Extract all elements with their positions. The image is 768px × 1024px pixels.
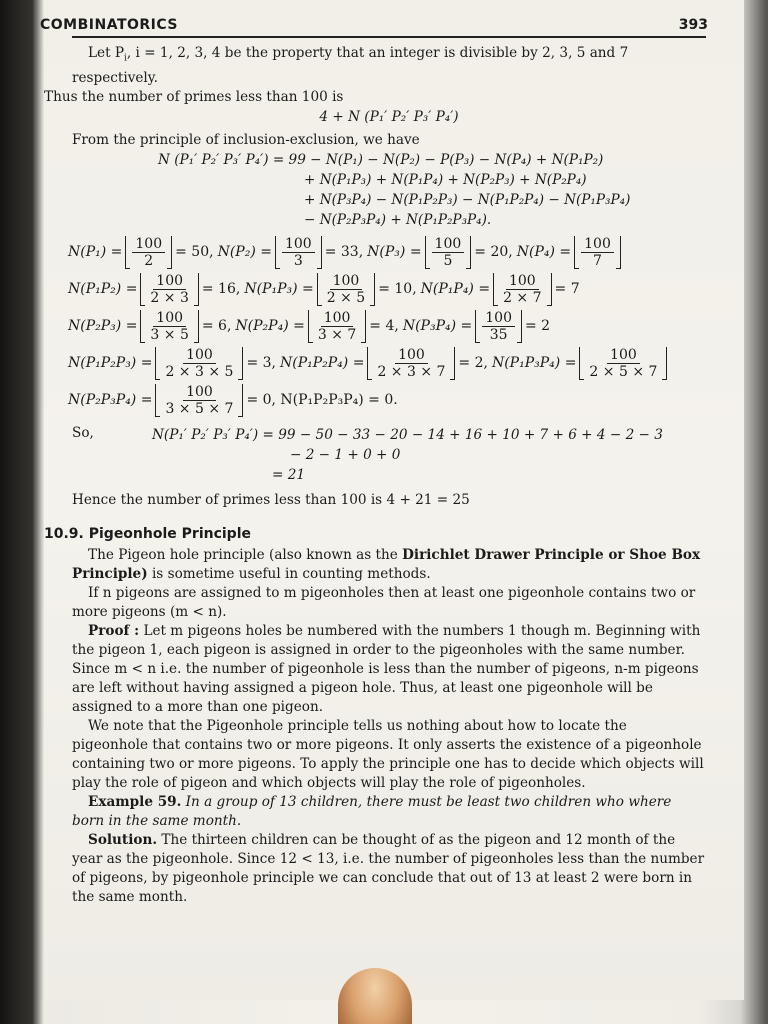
- floor-result: = 50,: [175, 244, 214, 261]
- numerator: 100: [506, 273, 539, 290]
- floor-result: = 33,: [324, 244, 364, 261]
- denominator: 3: [293, 252, 303, 269]
- fraction: [581, 236, 614, 269]
- expansion-line: + N(P₃P₄) − N(P₁P₂P₃) − N(P₁P₂P₄) − N(P₁P₃P₄): [304, 191, 631, 208]
- floor-lhs: N(P₁P₂) =: [68, 281, 138, 298]
- paragraph: The Pigeon hole principle (also known as the Dirichlet Drawer Principle or Shoe Box Principle) is sometime useful in counting methods.: [72, 546, 701, 582]
- fraction: [162, 347, 236, 380]
- floor-lhs: N(P₂) =: [217, 244, 272, 261]
- floor-lhs: N(P₁P₃) =: [244, 281, 314, 298]
- solution-paragraph: Solution. The thirteen children can be thought of as the pigeon and 12 month of the year as the pigeonhole. Since 12 < 13, i.e. the number of pigeonholes less than the number of pigeons, by pigeonhole principle we can conclude that out of 13 at least 2 were born in the same month.: [72, 831, 705, 905]
- floor-lhs: N(P₁) =: [68, 244, 123, 261]
- denominator: 2 × 5: [326, 289, 366, 306]
- expansion-line: N (P₁′ P₂′ P₃′ P₄′) = 99 − N(P₁) − N(P₂) − P(P₃) − N(P₄) + N(P₁P₂): [158, 151, 604, 168]
- floor-result: = 7: [554, 281, 580, 298]
- floor-result: = 2,: [458, 355, 488, 372]
- numerator: 100: [321, 310, 354, 327]
- denominator: 3 × 5: [150, 326, 189, 343]
- denominator: 35: [489, 326, 508, 343]
- fraction: [586, 347, 660, 380]
- conclusion: Hence the number of primes less than 100 is 4 + 21 = 25: [72, 491, 470, 508]
- floor-result: = 2: [525, 318, 551, 335]
- floor-bracket: [155, 347, 243, 380]
- floor-bracket: [425, 236, 472, 269]
- floor-lhs: N(P₁P₄) =: [420, 281, 491, 298]
- floor-bracket: [475, 310, 522, 343]
- denominator: 2 × 3: [150, 289, 189, 306]
- floor-bracket: [317, 273, 375, 306]
- intro-line-2: Thus the number of primes less than 100 is: [44, 88, 344, 105]
- floor-bracket: [155, 384, 243, 417]
- floor-lhs: N(P₂P₄) =: [235, 318, 305, 335]
- fraction: [374, 347, 448, 380]
- floor-result: = 3,: [246, 355, 276, 372]
- numerator: 100: [153, 310, 186, 327]
- chapter-title: COMBINATORICS: [40, 17, 179, 33]
- fraction: [432, 236, 465, 269]
- floor-result: = 16,: [201, 281, 241, 298]
- floor-bracket: [125, 236, 172, 269]
- floor-lhs: N(P₃P₄) =: [402, 318, 473, 335]
- fraction: [147, 273, 191, 306]
- paragraph: If n pigeons are assigned to m pigeonholes then at least one pigeonhole contains two or more pigeons (m < n).: [72, 584, 696, 620]
- denominator: 2 × 3 × 7: [377, 363, 446, 380]
- floor-lhs: N(P₁P₂P₃) =: [68, 355, 153, 372]
- denominator: 3 × 5 × 7: [165, 400, 234, 417]
- so-label: So,: [72, 424, 94, 441]
- prime-count-expression: 4 + N (P₁′ P₂′ P₃′ P₄′): [319, 108, 459, 125]
- denominator: 2: [144, 252, 154, 269]
- denominator: 3 × 7: [317, 326, 357, 343]
- floor-bracket: [574, 236, 621, 269]
- numerator: 100: [581, 236, 614, 253]
- fraction: [500, 273, 544, 306]
- floor-result: = 10,: [378, 281, 417, 298]
- floor-lhs: N(P₂P₃) =: [68, 318, 138, 335]
- denominator: 2 × 7: [503, 289, 542, 306]
- numerator: 100: [395, 347, 428, 364]
- section-heading: 10.9. Pigeonhole Principle: [44, 525, 251, 542]
- floor-lhs: N(P₁P₃P₄) =: [491, 355, 577, 372]
- floor-lhs: N(P₁P₂P₄) =: [279, 355, 365, 372]
- page-number: 393: [678, 17, 708, 33]
- floor-bracket: [140, 310, 198, 343]
- floor-bracket: [579, 347, 667, 380]
- numerator: 100: [183, 347, 216, 364]
- paragraph: We note that the Pigeonhole principle tells us nothing about how to locate the pigeonhole that contains two or more pigeons. It only asserts the existence of a pigeonhole containing two or more pigeons. To apply the principle one has to decide which objects will play the role of pigeon and which objects will play the role of pigeonholes.: [72, 717, 704, 791]
- floor-row: [68, 347, 706, 380]
- numerator: 100: [132, 236, 165, 253]
- example-paragraph: Example 59. In a group of 13 children, there must be least two children who where born in the same month.: [72, 793, 672, 829]
- floor-bracket: [367, 347, 455, 380]
- floor-row: [68, 310, 706, 343]
- page-content: [40, 12, 708, 907]
- floor-bracket: [140, 273, 198, 306]
- floor-lhs: N(P₄) =: [516, 244, 572, 261]
- expansion-line: + N(P₁P₃) + N(P₁P₄) + N(P₂P₃) + N(P₂P₄): [304, 171, 587, 188]
- sum-block: [72, 425, 706, 485]
- floor-bracket: [275, 236, 322, 269]
- numerator: 100: [183, 384, 216, 401]
- floor-bracket: [493, 273, 551, 306]
- numerator: 100: [607, 347, 640, 364]
- proof-paragraph: Proof : Let m pigeons holes be numbered with the numbers 1 though m. Beginning with the pigeon 1, each pigeon is assigned in order to the pigeonholes with the same number. Since m < n i.e. the number of pigeonhole is less than the number of pigeons, n-m pigeons are left without having assigned a pigeon hole. Thus, at least one pigeonhole will be assigned to a more than one pigeon.: [72, 622, 701, 715]
- fraction: [282, 236, 315, 269]
- floor-result: = 0, N(P₁P₂P₃P₄) = 0.: [246, 392, 398, 409]
- intro-line: Let $P_i$, i = 1, 2, 3, 4 be the property that an integer is divisible by 2, 3, 5 and 7 respectively.: [72, 45, 629, 86]
- numerator: 100: [330, 273, 363, 290]
- expansion-line: − N(P₂P₃P₄) + N(P₁P₂P₃P₄).: [304, 211, 492, 228]
- denominator: 2 × 3 × 5: [165, 363, 234, 380]
- fraction: [147, 310, 191, 343]
- sum-line: − 2 − 1 + 0 + 0: [290, 446, 401, 463]
- book-page: [40, 0, 744, 1000]
- fraction: [482, 310, 515, 343]
- numerator: 100: [282, 236, 315, 253]
- floor-row: [68, 384, 706, 417]
- floor-lhs: N(P₂P₃P₄) =: [68, 392, 153, 409]
- denominator: 2 × 5 × 7: [589, 363, 658, 380]
- numerator: 100: [153, 273, 186, 290]
- fraction: [162, 384, 236, 417]
- expansion-block: [158, 150, 706, 230]
- fraction: [324, 273, 368, 306]
- fraction: [315, 310, 359, 343]
- floor-result: = 20,: [474, 244, 513, 261]
- floor-result: = 6,: [201, 318, 232, 335]
- denominator: 5: [443, 252, 453, 269]
- sum-result: = 21: [272, 466, 306, 483]
- denominator: 7: [593, 252, 602, 269]
- sum-line: N(P₁′ P₂′ P₃′ P₄′) = 99 − 50 − 33 − 20 − 14 + 16 + 10 + 7 + 6 + 4 − 2 − 3: [152, 426, 663, 443]
- floor-bracket: [308, 310, 366, 343]
- fraction: [132, 236, 165, 269]
- inclusion-exclusion-line: From the principle of inclusion-exclusion, we have: [72, 131, 420, 148]
- floor-computations: [68, 236, 706, 417]
- floor-row: [68, 236, 706, 269]
- running-header: [40, 12, 708, 38]
- numerator: 100: [482, 310, 515, 327]
- floor-row: [68, 273, 706, 306]
- floor-lhs: N(P₃) =: [367, 244, 422, 261]
- floor-result: = 4,: [369, 318, 399, 335]
- numerator: 100: [432, 236, 465, 253]
